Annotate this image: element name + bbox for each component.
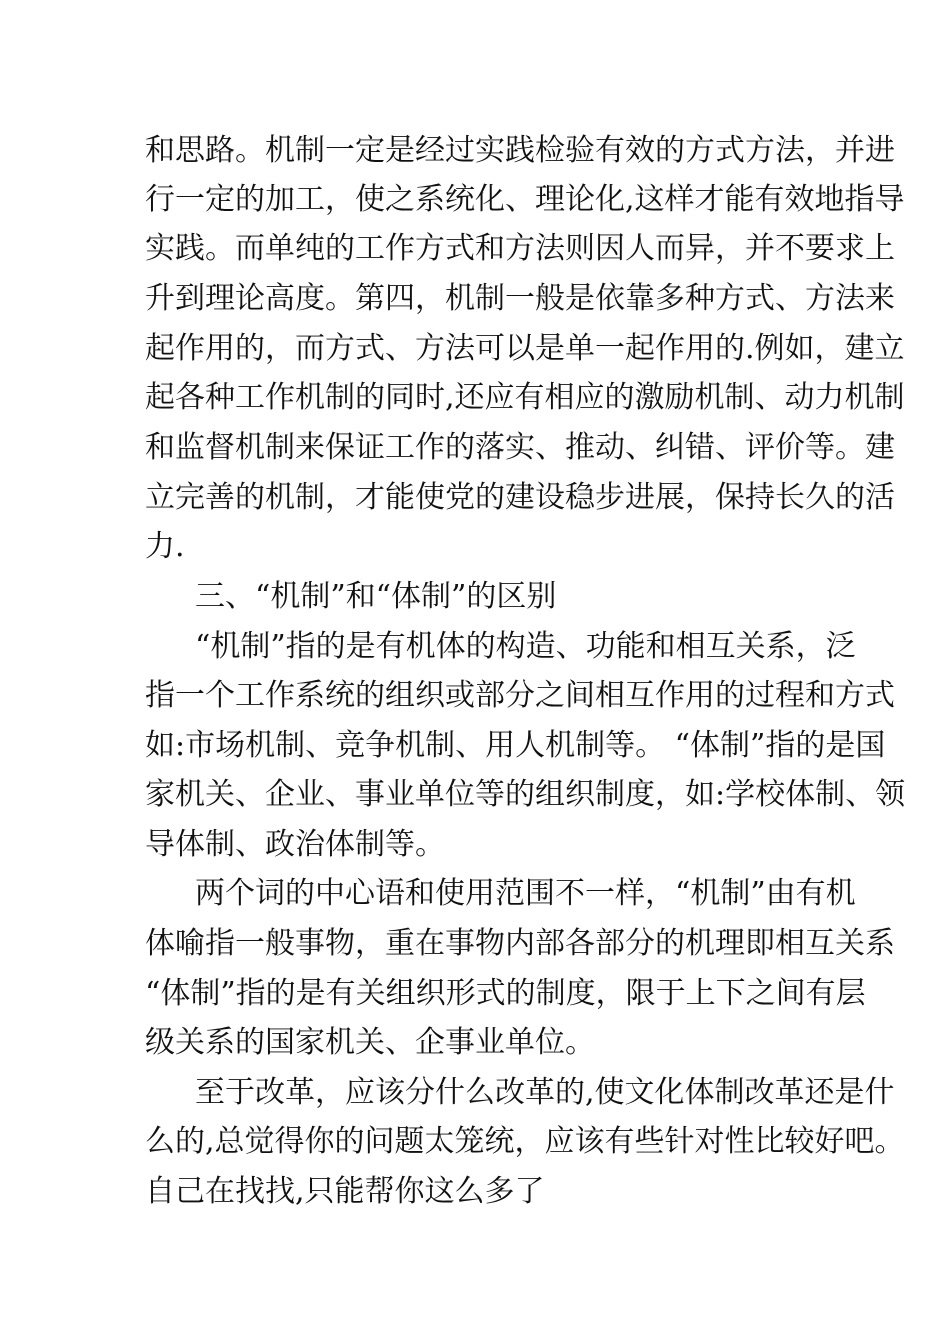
paragraph-line: 至于改革，应该分什么改革的,使文化体制改革还是什	[195, 1075, 895, 1110]
paragraph-line: 自己在找找,只能帮你这么多了	[145, 1174, 545, 1209]
paragraph-line: 导体制、政治体制等。	[145, 827, 445, 862]
paragraph-line: 如:市场机制、竞争机制、用人机制等。 “体制”指的是国	[145, 728, 886, 763]
paragraph-line: “体制”指的是有关组织形式的制度，限于上下之间有层	[145, 976, 866, 1011]
paragraph-line: 指一个工作系统的组织或部分之间相互作用的过程和方式	[145, 678, 895, 713]
paragraph-line: 体喻指一般事物，重在事物内部各部分的机理即相互关系	[145, 926, 895, 961]
paragraph-line: 行一定的加工，使之系统化、理论化,这样才能有效地指导	[145, 182, 905, 217]
paragraph-line: 升到理论高度。第四，机制一般是依靠多种方式、方法来	[145, 281, 895, 316]
paragraph-line: 力.	[145, 529, 185, 564]
section-heading: 三、“机制”和“体制”的区别	[195, 579, 557, 614]
paragraph-line: 起作用的，而方式、方法可以是单一起作用的.例如，建立	[145, 331, 905, 366]
paragraph-line: 两个词的中心语和使用范围不一样，“机制”由有机	[195, 876, 856, 911]
paragraph-line: 和监督机制来保证工作的落实、推动、纠错、评价等。建	[145, 430, 895, 465]
paragraph-line: 和思路。机制一定是经过实践检验有效的方式方法，并进	[145, 133, 895, 168]
paragraph-line: “机制”指的是有机体的构造、功能和相互关系，泛	[195, 629, 856, 664]
paragraph-line: 实践。而单纯的工作方式和方法则因人而异，并不要求上	[145, 231, 895, 266]
paragraph-line: 么的,总觉得你的问题太笼统，应该有些针对性比较好吧。	[145, 1124, 905, 1159]
paragraph-line: 级关系的国家机关、企事业单位。	[145, 1025, 595, 1060]
paragraph-line: 立完善的机制，才能使党的建设稳步进展，保持长久的活	[145, 480, 895, 515]
paragraph-line: 起各种工作机制的同时,还应有相应的激励机制、动力机制	[145, 380, 905, 415]
paragraph-line: 家机关、企业、事业单位等的组织制度，如:学校体制、领	[145, 777, 906, 812]
